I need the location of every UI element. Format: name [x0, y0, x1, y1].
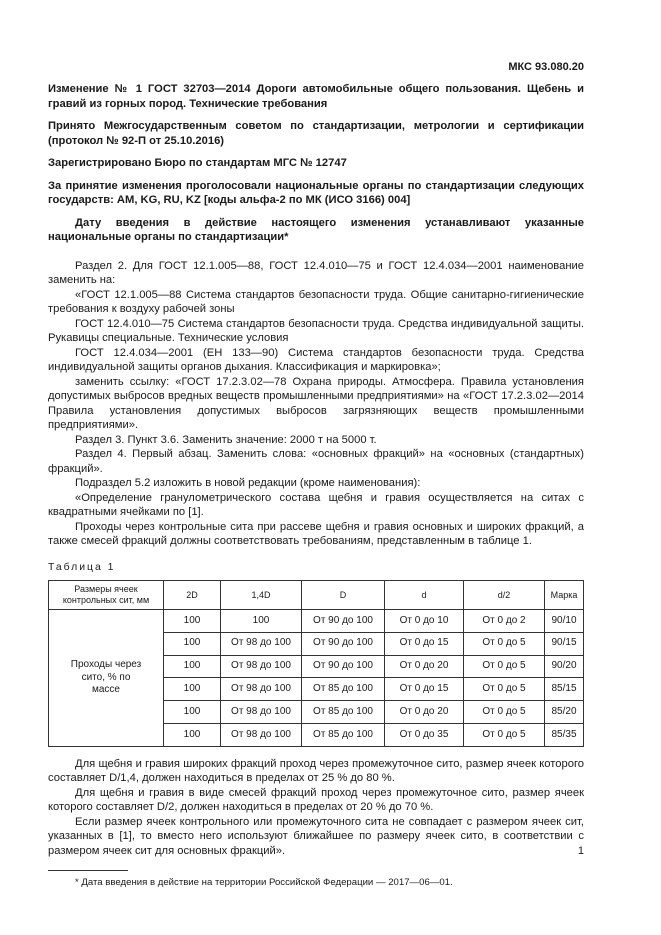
table-cell: От 0 до 5	[464, 678, 545, 701]
table-header-cell: d	[385, 581, 464, 610]
table-cell: От 0 до 20	[385, 701, 464, 724]
table-cell: 100	[164, 632, 221, 655]
table-header-row	[49, 581, 584, 610]
table-cell: От 98 до 100	[221, 701, 302, 724]
table-cell: От 98 до 100	[221, 655, 302, 678]
table-cell: От 0 до 5	[464, 655, 545, 678]
body-paragraph: Раздел 4. Первый абзац. Заменить слова: «основных фракций» на «основных (стандартных) фракций».	[48, 448, 584, 475]
classification-code: МКС 93.080.20	[508, 61, 584, 73]
date-note: Дату введения в действие настоящего изменения устанавливают указанные национальные органы по стандартизации*	[48, 216, 584, 243]
voted-note: За принятие изменения проголосовали национальные органы по стандартизации следующих государств: AM, KG, RU, KZ [коды альфа-2 по МК (ИСО 3166) 004]	[48, 179, 584, 206]
sieve-table	[48, 580, 584, 747]
body-paragraph: Раздел 3. Пункт 3.6. Заменить значение: 2000 т на 5000 т.	[75, 433, 377, 446]
table-cell: От 0 до 20	[385, 655, 464, 678]
table-cell: От 0 до 10	[385, 610, 464, 633]
footnote: * Дата введения в действие на территории Российской Федерации — 2017—06—01.	[75, 877, 453, 889]
body-paragraph: Для щебня и гравия широких фракций проход через промежуточное сито, размер ячеек которого составляет D/1,4, должен находиться в пределах от 25 % до 80 %.	[48, 757, 584, 785]
table-caption: Таблица 1	[48, 561, 116, 573]
table-cell: От 0 до 15	[385, 632, 464, 655]
table-cell: 100	[164, 701, 221, 724]
table-cell: 90/10	[545, 610, 584, 633]
table-cell: 100	[164, 678, 221, 701]
table-cell: От 0 до 5	[464, 701, 545, 724]
table-header-cell: Размеры ячеек контрольных сит, мм	[49, 581, 164, 610]
body-paragraph: ГОСТ 12.4.034—2001 (ЕН 133—90) Система стандартов безопасности труда. Средства индивидуальной защиты органов дыхания. Классификация и маркировка»;	[48, 346, 584, 373]
table-cell: От 98 до 100	[221, 723, 302, 746]
table-cell: 100	[221, 610, 302, 633]
table-cell: От 90 до 100	[302, 655, 385, 678]
table-header-cell: Марка	[545, 581, 584, 610]
table-cell: От 90 до 100	[302, 632, 385, 655]
body-paragraph: Раздел 2. Для ГОСТ 12.1.005—88, ГОСТ 12.4.010—75 и ГОСТ 12.4.034—2001 наименование заменить на:	[48, 259, 584, 286]
table-cell: 100	[164, 610, 221, 633]
adopted-note: Принято Межгосударственным советом по стандартизации, метрологии и сертификации (протокол № 92-П от 25.10.2016)	[48, 120, 584, 147]
row-label: Проходы через сито, % по массе	[49, 610, 164, 747]
body-paragraph: Если размер ячеек контрольного или промежуточного сита не совпадает с размером ячеек сит, указанных в [1], то вместо него используют ближайшее по размеру ячеек сито, в соответствии с размером ячеек сит для основных фракций».	[48, 815, 584, 857]
table-cell: От 85 до 100	[302, 701, 385, 724]
change-title: Изменение № 1 ГОСТ 32703—2014 Дороги автомобильные общего пользования. Щебень и гравий из горных пород. Технические требования	[48, 83, 584, 110]
footnote-divider	[48, 870, 128, 871]
table-cell: От 0 до 2	[464, 610, 545, 633]
table-cell: От 0 до 5	[464, 632, 545, 655]
table-cell: 85/20	[545, 701, 584, 724]
table-cell: 90/15	[545, 632, 584, 655]
body-paragraph: «ГОСТ 12.1.005—88 Система стандартов безопасности труда. Общие санитарно-гигиенические требования к воздуху рабочей зоны	[48, 288, 584, 315]
document-page	[48, 56, 584, 891]
body-paragraph: Подраздел 5.2 изложить в новой редакции (кроме наименования):	[75, 477, 421, 489]
body-paragraph: ГОСТ 12.4.010—75 Система стандартов безопасности труда. Средства индивидуальной защиты. Рукавицы специальные. Технические условия	[48, 317, 584, 344]
table-cell: От 0 до 15	[385, 678, 464, 701]
body-paragraph: Проходы через контрольные сита при рассеве щебня и гравия основных и широких фракций, а также смесей фракций должны соответствовать требованиям, представленным в таблице 1.	[48, 520, 584, 547]
table-cell: 85/15	[545, 678, 584, 701]
table-header-cell: D	[302, 581, 385, 610]
table-header-cell: 1,4D	[221, 581, 302, 610]
table-cell: От 98 до 100	[221, 678, 302, 701]
table-cell: 85/35	[545, 723, 584, 746]
page-number: 1	[577, 845, 584, 857]
table-cell: 100	[164, 723, 221, 746]
body-paragraph: заменить ссылку: «ГОСТ 17.2.3.02—78 Охрана природы. Атмосфера. Правила установления допустимых выбросов вредных веществ промышленными предприятиями» на «ГОСТ 17.2.3.02—2014 Правила установления допустимых выбросов загрязняющих веществ промышленными предприятиями».	[48, 375, 584, 431]
table-cell: 90/20	[545, 655, 584, 678]
body-paragraph: Для щебня и гравия в виде смесей фракций проход через промежуточное сито, размер ячеек которого составляет D/2, должен находиться в пределах от 20 % до 70 %.	[48, 786, 584, 814]
table-cell: От 0 до 35	[385, 723, 464, 746]
table-cell: От 0 до 5	[464, 723, 545, 746]
table-row	[49, 610, 584, 633]
table-cell: От 85 до 100	[302, 723, 385, 746]
table-cell: От 98 до 100	[221, 632, 302, 655]
registered-note: Зарегистрировано Бюро по стандартам МГС № 12747	[48, 157, 347, 169]
table-cell: 100	[164, 655, 221, 678]
table-header-cell: d/2	[464, 581, 545, 610]
body-paragraph: «Определение гранулометрического состава щебня и гравия осуществляется на ситах с квадратными ячейками по [1].	[48, 491, 584, 518]
table-cell: От 85 до 100	[302, 678, 385, 701]
table-cell: От 90 до 100	[302, 610, 385, 633]
table-header-cell: 2D	[164, 581, 221, 610]
